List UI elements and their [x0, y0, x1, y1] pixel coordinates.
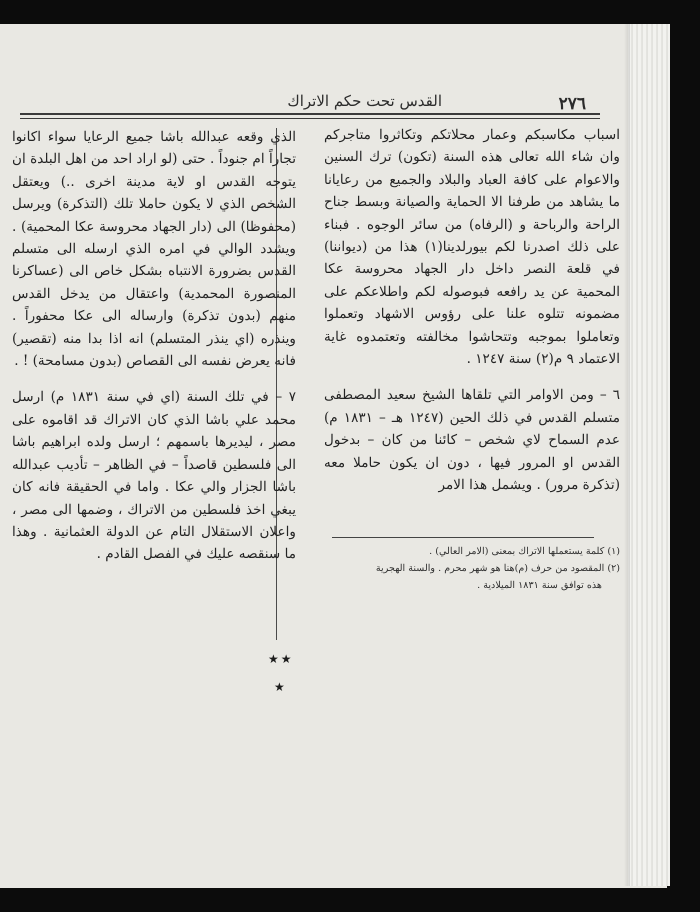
- star-ornament-top: ★★: [268, 652, 294, 666]
- right-paragraph-1: اسباب مكاسبكم وعمار محلاتكم وتكاثروا متاجركم وان شاء الله تعالى هذه السنة (تكون) ترك السنين والاعوام على كافة العباد والبلاد والجميع من رعايانا ما يشاهد من طرفنا الا الحماية والصيانة وبسط جناح الراحة والرباحة و (الرفاه) من سائر الوجوه . فبناء على ذلك اصدرنا لكم بيورلدينا(١) هذا من (ديواننا) في قلعة النصر داخل دار الجهاد محروسة عكا المحمية عن يد رافعه فبوصوله لكم واطلاعكم على مضمونه تتلوه علنا على رؤوس الاشهاد وتعملوا وتعاملوا بموجبه وتتحاشوا مخالفته وتعتمدوه غاية الاعتماد ٩ م(٢) سنة ١٢٤٧ .: [324, 127, 621, 368]
- page-header: [20, 68, 632, 114]
- footnote-rule: [332, 537, 594, 538]
- footnote-1: (١) كلمة يستعملها الاتراك بمعنى (الامر العالي) .: [429, 546, 620, 557]
- page-edges: [628, 24, 670, 886]
- spine-shadow: [624, 24, 630, 886]
- left-paragraph-2: ٧ – في تلك السنة (اي في سنة ١٨٣١ م) ارسل محمد علي باشا الذي كان الاتراك قد اقاموه على مصر ، ليديرها باسمهم ؛ ارسل ولده ابراهيم باشا الى فلسطين قاصداً – في الظاهر – تأديب عبدالله باشا الجزار والي عكا . واما في الحقيقة فانه كان يبغي اخذ فلسطين من الاتراك ، وضمها الى مصر ، واعلان الاستقلال التام عن الدولة العثمانية . وهذا ما سنقصه عليك في الفصل القادم .: [12, 389, 297, 563]
- header-double-rule: [20, 113, 600, 119]
- star-ornament-bottom: ★: [274, 680, 285, 694]
- running-title: القدس تحت حكم الاتراك: [287, 92, 442, 110]
- footnote-2-continuation: هذه توافق سنة ١٨٣١ الميلادية .: [477, 580, 602, 591]
- footnotes: [320, 544, 620, 595]
- right-paragraph-2: ٦ – ومن الاوامر التي تلقاها الشيخ سعيد المصطفى متسلم القدس في ذلك الحين (١٢٤٧ هـ – ١٨٣١ م) عدم السماح لاي شخص – كائنا من كان – بدخول القدس او المرور فيها ، دون ان يكون حاملا معه (تذكرة مرور) . ويشمل هذا الامر: [324, 387, 620, 494]
- left-paragraph-1: الذي وقعه عبدالله باشا جميع الرعايا سواء اكانوا تجاراً ام جنوداً . حتى (لو اراد احد من اهل البلدة ان يتوجه القدس او لاية مدينة اخرى ..) ويعتقل الشخص الذي لا يكون حاملا تلك (التذكرة) ويرسل (محفوظا) الى (دار الجهاد محروسة عكا المحمية) . ويشدد الوالي في امره الذي ارسله الى متسلم القدس بضرورة الانتباه بشكل خاص الى (عساكرنا المنصورة المحمدية) واعتقال من يدخل القدس منهم (بدون تذكرة) وارساله الى عكا محفوراً . وينذره (اي ينذر المتسلم) انه اذا بدا منه (تقصير) فانه يعرض نفسه الى القصاص (بدون مسامحة) ! .: [12, 129, 296, 370]
- page-number: ٢٧٦: [558, 94, 586, 114]
- left-text-column: [12, 126, 296, 566]
- right-text-column: [324, 124, 620, 497]
- footnote-2: (٢) المقصود من حرف (م)هنا هو شهر محرم . والسنة الهجرية: [375, 563, 620, 574]
